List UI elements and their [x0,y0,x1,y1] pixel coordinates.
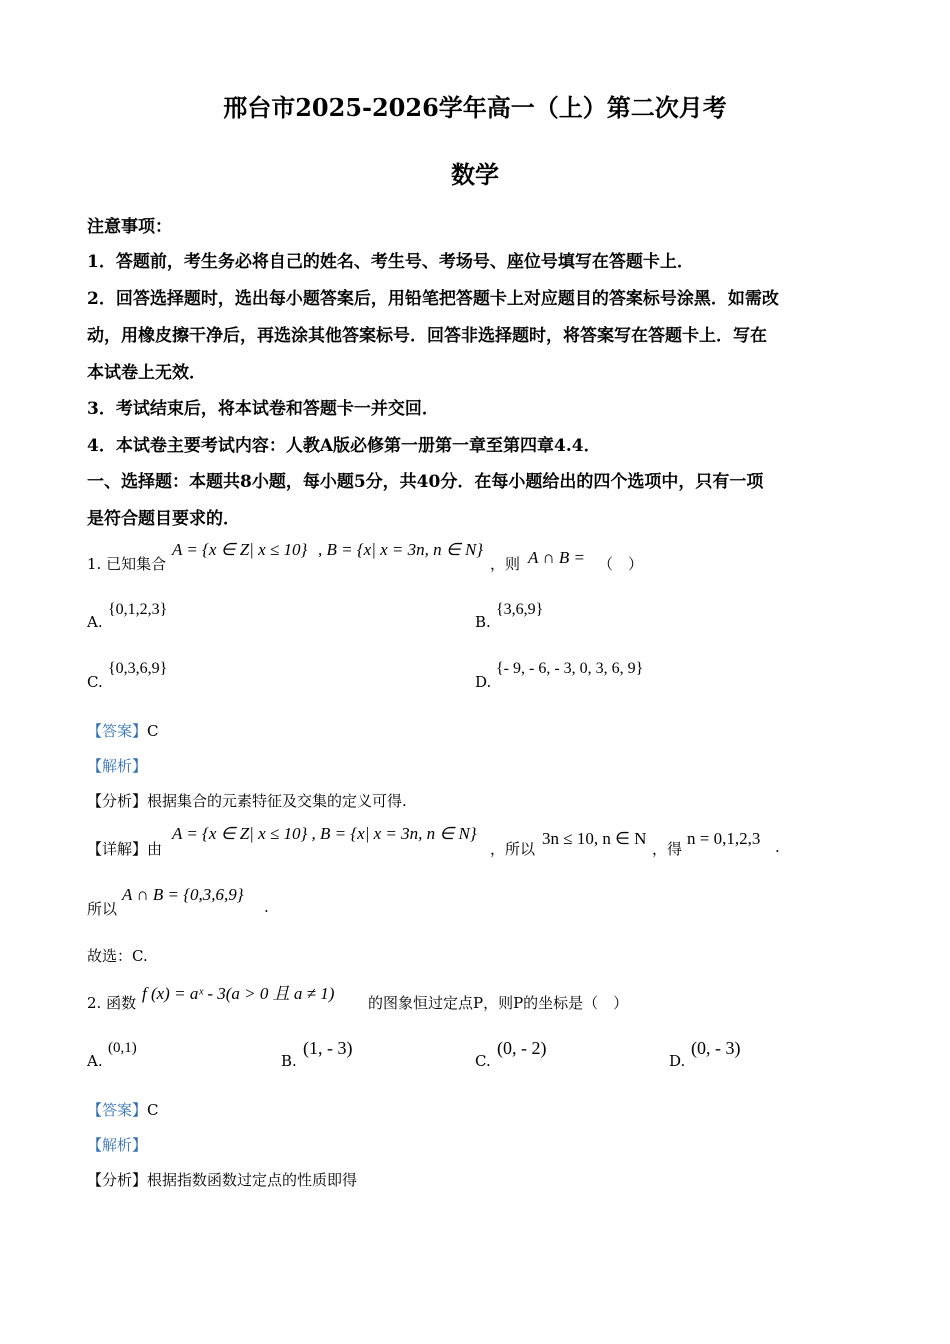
q1-fenxi: 【分析】根据集合的元素特征及交集的定义可得. [87,792,407,810]
q1-so-prefix: 所以 [87,900,118,918]
q2-option-a: (0,1) [108,1040,137,1056]
q1-detail-tag: 【详解】由 [87,840,163,858]
q1-option-d: {- 9, - 6, - 3, 0, 3, 6, 9} [496,660,644,677]
q2-option-d-label: D. [669,1052,686,1070]
page-subtitle: 数学 [451,160,499,189]
q1-detail-expr1: 3n ≤ 10, n ∈ N [542,829,647,848]
q1-answer-tag: 【答案】 [87,722,148,740]
q1-analysis-tag: 【解析】 [87,757,148,775]
q1-answer [87,720,159,741]
q1-choose: 故选：C. [87,947,148,965]
q1-detail-mid2: ，得 [652,840,683,858]
q2-option-c: (0, - 2) [497,1038,547,1058]
section-heading-b: 是符合题目要求的． [87,509,240,529]
q1-option-a: {0,1,2,3} [108,601,168,618]
q1-detail-mid1: ，所以 [490,840,536,858]
q1-detail-end: . [775,838,780,856]
q1-option-b-label: B. [475,613,491,631]
notice-line-1: 1．答题前，考生务必将自己的姓名、考生号、考场号、座位号填写在答题卡上． [87,252,694,272]
q2-function: f (x) = aˣ - 3(a > 0 且 a ≠ 1) [142,984,335,1003]
q2-analysis-tag: 【解析】 [87,1136,148,1154]
notice-line-4: 4．本试卷主要考试内容：人教A版必修第一册第一章至第四章4.4． [87,436,601,456]
section-heading-a: 一、选择题：本题共8小题，每小题5分，共40分．在每小题给出的四个选项中，只有一项 [87,472,764,492]
q2-option-a-label: A. [87,1052,103,1070]
q1-option-a-label: A. [87,613,103,631]
q1-option-d-label: D. [475,673,492,691]
q1-expr: A ∩ B = [528,548,585,567]
q2-answer-tag: 【答案】 [87,1101,148,1119]
q1-prefix: 1. 已知集合 [87,555,167,573]
q2-prefix: 2. 函数 [87,994,137,1012]
q2-answer [87,1099,159,1120]
q1-so-end: . [264,898,269,916]
q1-option-c-label: C. [87,673,103,691]
q1-paren: （ ） [598,555,644,573]
q1-detail-sets: A = {x ∈ Z| x ≤ 10} , B = {x| x = 3n, n ∈ N} [172,824,477,843]
q1-answer-value: C [147,722,159,740]
notice-line-3: 3．考试结束后，将本试卷和答题卡一并交回． [87,399,439,419]
q1-set-b: , B = {x| x = 3n, n ∈ N} [318,540,484,559]
q1-option-b: {3,6,9} [496,601,544,618]
notice-line-2c: 本试卷上无效． [87,363,206,383]
q2-answer-value: C [147,1101,159,1119]
q2-option-c-label: C. [475,1052,491,1070]
q2-option-b-label: B. [281,1052,297,1070]
q2-option-d: (0, - 3) [691,1038,741,1058]
q1-set-a: A = {x ∈ Z| x ≤ 10} [172,540,308,559]
notice-heading: 注意事项： [87,217,172,237]
q1-so-expr: A ∩ B = {0,3,6,9} [122,885,244,904]
q1-option-c: {0,3,6,9} [108,660,168,677]
notice-line-2a: 2．回答选择题时，选出每小题答案后，用铅笔把答题卡上对应题目的答案标号涂黑．如需改 [87,289,779,309]
q1-suffix: ，则 [490,555,521,573]
page-title: 邢台市2025-2026学年高一（上）第二次月考 [223,93,727,122]
q2-option-b: (1, - 3) [303,1038,353,1058]
q2-suffix: 的图象恒过定点P，则P的坐标是（ ） [368,994,629,1012]
q1-detail-expr2: n = 0,1,2,3 [687,829,761,848]
q2-fenxi: 【分析】根据指数函数过定点的性质即得 [87,1171,358,1189]
notice-line-2b: 动，用橡皮擦干净后，再选涂其他答案标号．回答非选择题时，将答案写在答题卡上．写在 [87,326,767,346]
